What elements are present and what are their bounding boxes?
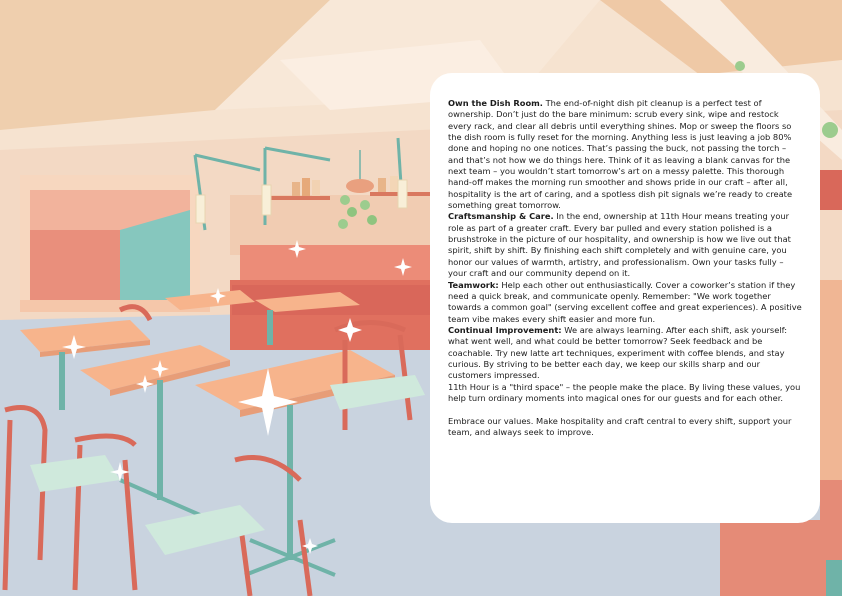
section-craftsmanship [448, 211, 802, 279]
section-heading: Continual Improvement: [448, 324, 562, 335]
section-continual-improvement [448, 325, 802, 382]
final-paragraph: Embrace our values. Make hospitality and craft central to every shift, support your team, and always seek to improve. [448, 415, 792, 437]
section-heading: Teamwork: [448, 279, 499, 290]
paragraph-gap [448, 404, 802, 415]
values-text [448, 98, 802, 438]
closing-paragraph: 11th Hour is a "third space" – the people make the place. By living these values, you help turn ordinary moments into magical ones for our guests and for each other. [448, 381, 801, 403]
section-body: In the end, ownership at 11th Hour means treating your role as part of a greater craft. Every bar pulled and every station polished is a brushstroke in the picture of our hospitality, and ownership is how we live out that spirit, shift by shift. By finishing each shift completely and with genuine care, you honor our values of warmth, artistry, and professionalism. Own your tasks fully – your craft and our community depend on it. [448, 211, 791, 279]
values-card [430, 73, 820, 523]
section-own-dish-room [448, 98, 802, 211]
section-body: The end-of-night dish pit cleanup is a perfect test of ownership. Don’t just do the bare minimum: scrub every sink, wipe and restock every rack, and clear all debris until everything shines. Mop or sweep the floors so the dish room is fully reset for the morning. Anything less is just leaving a job 80% done and hoping no one notices. That’s passing the buck, not passing the torch – and that’s not how we do things here. Think of it as leaving a blank canvas for the next team – you wouldn’t start tomorrow’s art on a messy palette. This thorough hand-off makes the morning run smoother and shows pride in our craft – after all, hospitality is the art of caring, and a spotless dish pit signals we’re ready to create something great tomorrow. [448, 98, 793, 211]
section-heading: Own the Dish Room. [448, 98, 543, 108]
section-heading: Craftsmanship & Care. [448, 211, 554, 222]
section-teamwork [448, 280, 802, 325]
section-body: Help each other out enthusiastically. Cover a coworker’s station if they need a quick break, and communicate openly. Remember: "We work together towards a common goal" (serving excellent coffee and great experiences). A positive team vibe makes every shift easier and more fun. [448, 279, 802, 324]
section-body: We are always learning. After each shift, ask yourself: what went well, and what could be better tomorrow? Seek feedback and be coachable. Try new latte art techniques, experiment with coffee blends, and stay curious. By striving to be better each day, we keep our skills sharp and our customers impressed. [448, 324, 788, 381]
